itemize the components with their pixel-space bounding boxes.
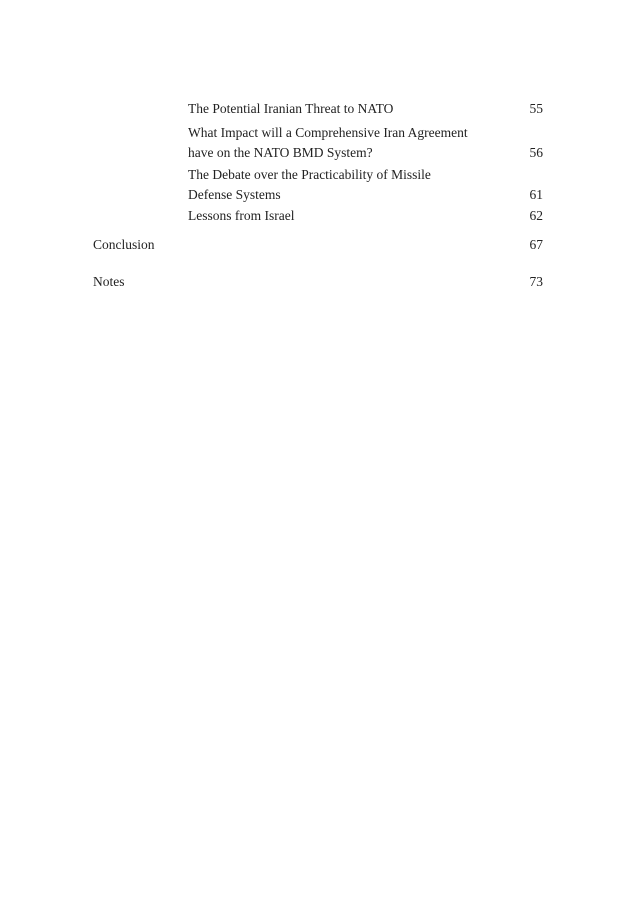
toc-entry-title: The Debate over the Practicability of Missile <box>188 167 431 182</box>
toc-entry-missile-defense-debate <box>188 165 431 205</box>
toc-page-number: 61 <box>529 187 543 202</box>
toc-page-number: 55 <box>529 101 543 116</box>
toc-entry-title: Conclusion <box>93 237 155 252</box>
toc-entry-lessons-israel <box>188 206 294 226</box>
toc-entry-title-continued: have on the NATO BMD System? <box>188 145 373 160</box>
toc-entry-title: The Potential Iranian Threat to NATO <box>188 101 394 116</box>
toc-entry-title-continued: Defense Systems <box>188 187 281 202</box>
toc-entry-conclusion <box>93 235 155 255</box>
toc-page-number: 67 <box>529 237 543 252</box>
toc-page-number: 73 <box>529 274 543 289</box>
toc-entry-title: What Impact will a Comprehensive Iran Agreement <box>188 125 468 140</box>
toc-entry-iran-agreement <box>188 123 468 163</box>
toc-entry-title: Lessons from Israel <box>188 208 295 223</box>
toc-entry-notes <box>93 272 125 292</box>
toc-page-number: 62 <box>529 208 543 223</box>
toc-entry-iranian-threat <box>188 99 393 119</box>
toc-entry-title: Notes <box>93 274 125 289</box>
toc-page-number: 56 <box>529 145 543 160</box>
